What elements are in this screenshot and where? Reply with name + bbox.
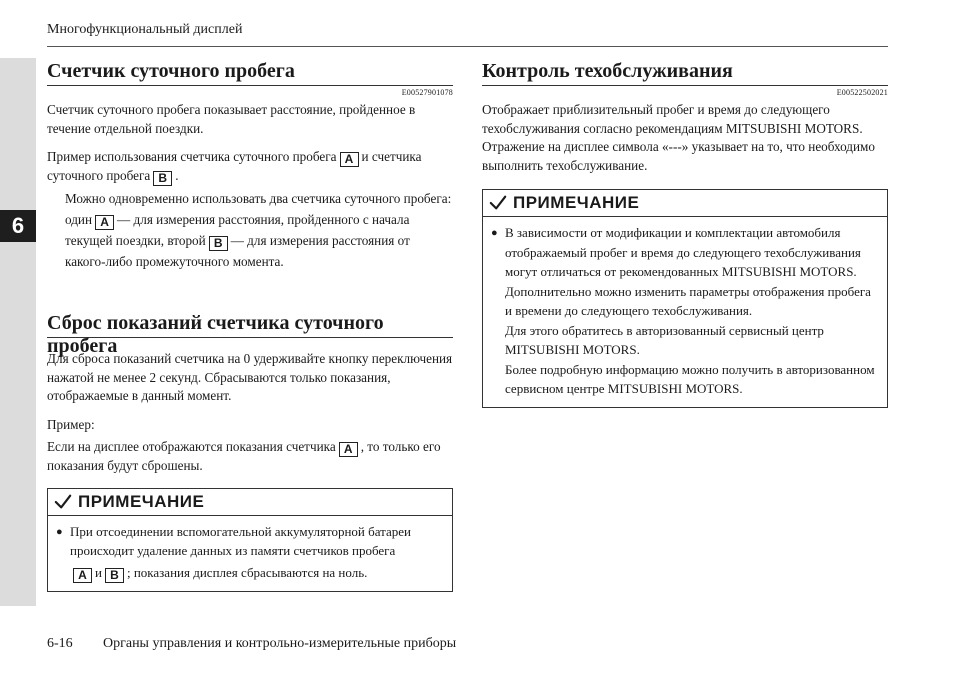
section-code: E00522502021 [836,88,888,97]
list-item [56,522,444,583]
note-line: Дополнительно можно изменить параметры отображения пробега и времени до следующего техобслуживания. [505,283,871,318]
paragraph-indented [47,188,453,272]
left-column [47,52,453,592]
note-header [48,489,452,516]
note-title: ПРИМЕЧАНИЕ [513,193,640,212]
chapter-tab: 6 [0,210,36,242]
note-line: Более подробную информацию можно получить в авторизованном сервисном центре MITSUBISHI MOTORS. [505,361,875,396]
bullet-icon: ● [56,525,63,538]
symbol-a: A [339,442,358,457]
note-box [482,189,888,408]
running-head: Многофункциональный дисплей [47,22,243,37]
list-item [491,223,879,399]
note-box [47,488,453,592]
bullet-icon: ● [491,227,498,239]
paragraph: Для сброса показаний счетчика на 0 удерживайте кнопку переключения нажатой не менее 2 секунд. Сбрасываются только показания, отображаемые в данный момент. [47,351,453,403]
symbol-a: A [340,152,359,167]
text: и [95,564,102,580]
text: — для измерения расстояния, пройденного с начала текущей поездки, второй [65,212,410,248]
section-title-reset: Сброс показаний счетчика суточного пробега [47,304,453,338]
section-code: E00527901078 [401,88,453,97]
top-rule [47,46,888,47]
text: . [175,168,179,183]
text: и счетчика суточного пробега [47,149,422,183]
symbol-b: B [209,236,228,251]
paragraph [47,438,453,476]
paragraph: Счетчик суточного пробега показывает расстояние, пройденное в течение отдельной поездки. [47,102,416,136]
text: — для измерения расстояния от какого-либо промежуточного момента. [65,233,410,269]
text: Если на дисплее отображаются показания счетчика [47,439,336,454]
symbol-a: A [73,568,92,583]
note-line: Для этого обратитесь в авторизованный сервисный центр MITSUBISHI MOTORS. [505,322,824,357]
right-column [482,52,888,408]
text: , то только его показания будут сброшены. [47,439,441,473]
footer-chapter-title: Органы управления и контрольно-измерительные приборы [103,636,457,651]
paragraph: Отображает приблизительный пробег и время до следующего техобслуживания согласно рекомендациям MITSUBISHI MOTORS. Отражение на дисплее символа «---» указывает на то, что необходимо выполнить техобслуживание. [482,102,875,173]
paragraph: Пример: [47,416,95,432]
text: Пример использования счетчика суточного пробега [47,149,337,164]
paragraph-example [47,148,453,186]
symbol-a: A [95,215,114,230]
symbol-b: B [153,171,172,186]
note-body [48,516,452,591]
note-header [483,190,887,217]
note-body [483,217,887,407]
symbol-b: B [105,568,124,583]
checkmark-icon [489,194,507,212]
text: ; показания дисплея сбрасываются на ноль. [126,564,368,580]
note-title: ПРИМЕЧАНИЕ [78,491,205,511]
checkmark-icon [54,493,72,511]
page-number: 6-16 [47,636,73,651]
section-title-maintenance: Контроль техобслуживания [482,52,888,86]
note-line: В зависимости от модификации и комплектации автомобиля отображаемый пробег и время до следующего техобслуживания могут отличаться от рекомендованных MITSUBISHI MOTORS. [505,225,861,279]
text: При отсоединении вспомогательной аккумуляторной батареи происходит удаление данных из памяти счетчиков пробега [70,523,412,558]
text: Можно одновременно использовать два счетчика суточного пробега: один [65,191,452,227]
section-title-trip-meter: Счетчик суточного пробега [47,52,453,86]
side-strip [0,58,36,606]
